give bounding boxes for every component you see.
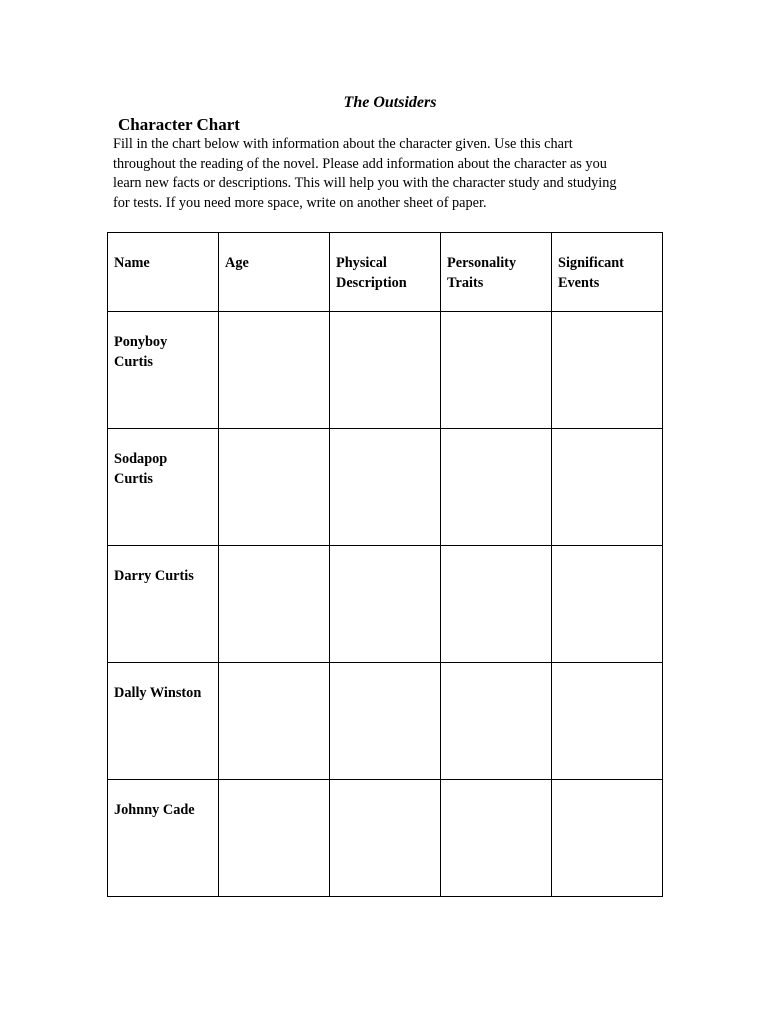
instructions-line: throughout the reading of the novel. Please add information about the character as you [113,155,607,172]
character-chart-table [107,232,663,897]
chart-heading: Character Chart [118,115,240,134]
instructions-paragraph [113,135,673,213]
character-name-cell: Darry Curtis [108,546,219,663]
header-personality-traits: Personality Traits [441,233,552,312]
character-name-cell: Johnny Cade [108,780,219,897]
header-name: Name [108,233,219,312]
table-row [108,780,663,897]
character-name-cell: Sodapop Curtis [108,429,219,546]
personality-traits-cell[interactable] [441,663,552,780]
table-row [108,663,663,780]
instructions-line: Fill in the chart below with information about the character given. Use this chart [113,136,573,152]
table-row [108,546,663,663]
header-significant-events: Significant Events [552,233,663,312]
age-cell[interactable] [219,429,330,546]
personality-traits-cell[interactable] [441,429,552,546]
physical-description-cell[interactable] [330,546,441,663]
personality-traits-cell[interactable] [441,546,552,663]
significant-events-cell[interactable] [552,546,663,663]
instructions-line: learn new facts or descriptions. This will help you with the character study and studying [113,175,617,191]
table-row [108,429,663,546]
significant-events-cell[interactable] [552,312,663,429]
character-name-cell: Dally Winston [108,663,219,780]
significant-events-cell[interactable] [552,780,663,897]
header-age: Age [219,233,330,312]
age-cell[interactable] [219,663,330,780]
significant-events-cell[interactable] [552,663,663,780]
physical-description-cell[interactable] [330,429,441,546]
table-row [108,312,663,429]
physical-description-cell[interactable] [330,780,441,897]
character-name-cell: Ponyboy Curtis [108,312,219,429]
table-header-row [108,233,663,312]
instructions-line: for tests. If you need more space, write on another sheet of paper. [113,194,487,211]
personality-traits-cell[interactable] [441,780,552,897]
document-title: The Outsiders [343,94,437,111]
physical-description-cell[interactable] [330,663,441,780]
age-cell[interactable] [219,780,330,897]
age-cell[interactable] [219,312,330,429]
header-physical-description: Physical Description [330,233,441,312]
age-cell[interactable] [219,546,330,663]
significant-events-cell[interactable] [552,429,663,546]
personality-traits-cell[interactable] [441,312,552,429]
physical-description-cell[interactable] [330,312,441,429]
